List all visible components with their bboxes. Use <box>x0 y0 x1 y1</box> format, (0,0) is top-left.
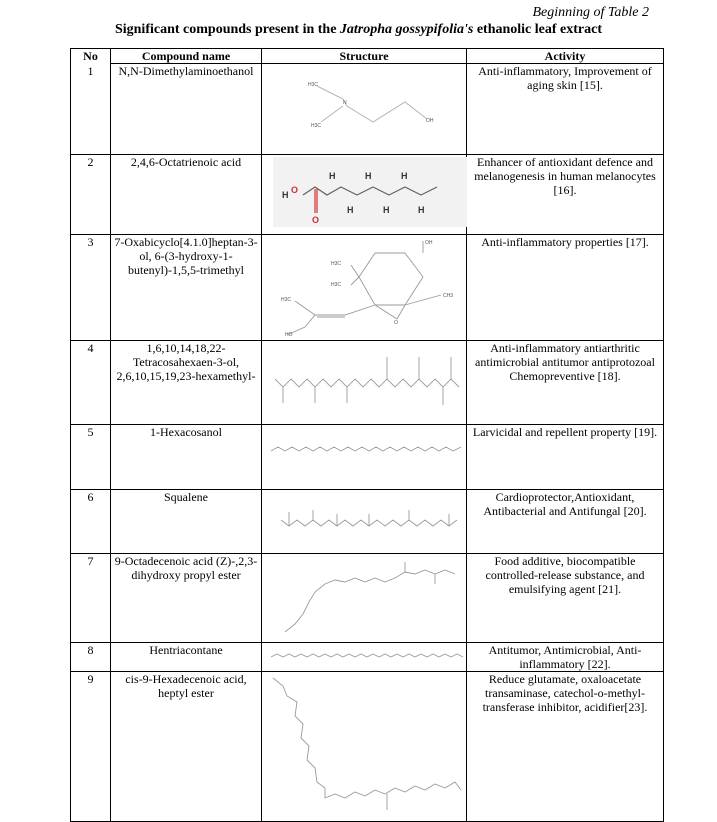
activity: Anti-inflammatory, Improvement of aging skin [15]. <box>467 64 664 155</box>
row-number: 2 <box>71 155 111 235</box>
table-row <box>71 643 664 672</box>
compound-name: 1,6,10,14,18,22-Tetracosahexaen-3-ol, 2,6,10,15,19,23-hexamethyl- <box>111 341 262 425</box>
atom-label: H3C <box>308 82 319 88</box>
atom-label: H3C <box>281 297 292 303</box>
structure-cell <box>262 235 467 341</box>
structure-cell <box>262 672 467 822</box>
header-compound-name: Compound name <box>111 49 262 64</box>
atom-label: H <box>365 171 372 181</box>
table-row <box>71 490 664 554</box>
compound-name: N,N-Dimethylaminoethanol <box>111 64 262 155</box>
atom-label: H <box>282 190 289 200</box>
atom-label: HO <box>285 332 293 338</box>
atom-label: O <box>394 320 398 326</box>
compound-name: 9-Octadecenoic acid (Z)-,2,3-dihydroxy propyl ester <box>111 554 262 643</box>
atom-label: OH <box>425 240 433 246</box>
structure-oxabicycloheptanol <box>265 235 470 340</box>
atom-label: H3C <box>311 123 322 129</box>
structure-hentriacontane <box>265 643 470 670</box>
structure-hexadecenoic-heptyl-ester <box>265 672 470 820</box>
compound-name: 1-Hexacosanol <box>111 425 262 490</box>
atom-label: CH3 <box>443 293 454 299</box>
table-row <box>71 64 664 155</box>
atom-label: H <box>347 205 354 215</box>
atom-label: O <box>312 215 320 225</box>
table-row <box>71 155 664 235</box>
structure-cell <box>262 155 467 235</box>
compound-name: cis-9-Hexadecenoic acid, heptyl ester <box>111 672 262 822</box>
table-row <box>71 672 664 822</box>
structure-cell <box>262 554 467 643</box>
row-number: 8 <box>71 643 111 672</box>
atom-label: H <box>329 171 336 181</box>
activity: Larvicidal and repellent property [19]. <box>467 425 664 490</box>
compound-name: 7-Oxabicyclo[4.1.0]heptan-3-ol, 6-(3-hydroxy-1-butenyl)-1,5,5-trimethyl <box>111 235 262 341</box>
activity: Anti-inflammatory properties [17]. <box>467 235 664 341</box>
structure-octatrienoic-acid <box>265 155 470 234</box>
atom-label: OH <box>426 118 434 124</box>
header-no: No <box>71 49 111 64</box>
table-row <box>71 425 664 490</box>
atom-label: H <box>401 171 408 181</box>
table-row <box>71 341 664 425</box>
atom-label: H3C <box>331 282 342 288</box>
compound-name: 2,4,6-Octatrienoic acid <box>111 155 262 235</box>
structure-squalene <box>265 490 470 553</box>
structure-cell <box>262 341 467 425</box>
title-species: Jatropha gossypifolia's <box>339 22 474 37</box>
structure-cell <box>262 490 467 554</box>
table-continuation-note: Beginning of Table 2 <box>532 5 649 20</box>
header-structure: Structure <box>262 49 467 64</box>
compound-name: Squalene <box>111 490 262 554</box>
activity: Antitumor, Antimicrobial, Anti-inflammatory [22]. <box>467 643 664 672</box>
row-number: 1 <box>71 64 111 155</box>
row-number: 7 <box>71 554 111 643</box>
structure-hexacosanol <box>265 425 470 489</box>
atom-label: O <box>291 185 299 195</box>
activity: Cardioprotector,Antioxidant, Antibacterial and Antifungal [20]. <box>467 490 664 554</box>
structure-tetracosahexaenol <box>265 341 470 424</box>
row-number: 5 <box>71 425 111 490</box>
atom-label: H <box>383 205 390 215</box>
row-number: 4 <box>71 341 111 425</box>
activity: Anti-inflammatory antiarthritic antimicrobial antitumor antiprotozoal Chemopreventive [18]. <box>467 341 664 425</box>
structure-octadecenoic-ester <box>265 554 470 642</box>
title-prefix: Significant compounds present in the <box>114 22 340 37</box>
compound-name: Hentriacontane <box>111 643 262 672</box>
structure-cell <box>262 643 467 672</box>
atom-label: N <box>343 100 347 106</box>
table-row <box>71 235 664 341</box>
compounds-table <box>70 48 664 822</box>
activity: Reduce glutamate, oxaloacetate transaminase, catechol-o-methyl-transferase inhibitor, acidifier[23]. <box>467 672 664 822</box>
atom-label: H <box>418 205 425 215</box>
atom-label: H3C <box>331 261 342 267</box>
row-number: 3 <box>71 235 111 341</box>
activity: Enhancer of antioxidant defence and melanogenesis in human melanocytes [16]. <box>467 155 664 235</box>
structure-cell <box>262 425 467 490</box>
structure-dimethylaminoethanol <box>265 64 470 154</box>
table-row <box>71 554 664 643</box>
table-title <box>0 22 717 38</box>
row-number: 6 <box>71 490 111 554</box>
table-header-row <box>71 49 664 64</box>
activity: Food additive, biocompatible controlled-release substance, and emulsifying agent [21]. <box>467 554 664 643</box>
structure-cell <box>262 64 467 155</box>
row-number: 9 <box>71 672 111 822</box>
title-suffix: ethanolic leaf extract <box>473 22 603 37</box>
header-activity: Activity <box>467 49 664 64</box>
